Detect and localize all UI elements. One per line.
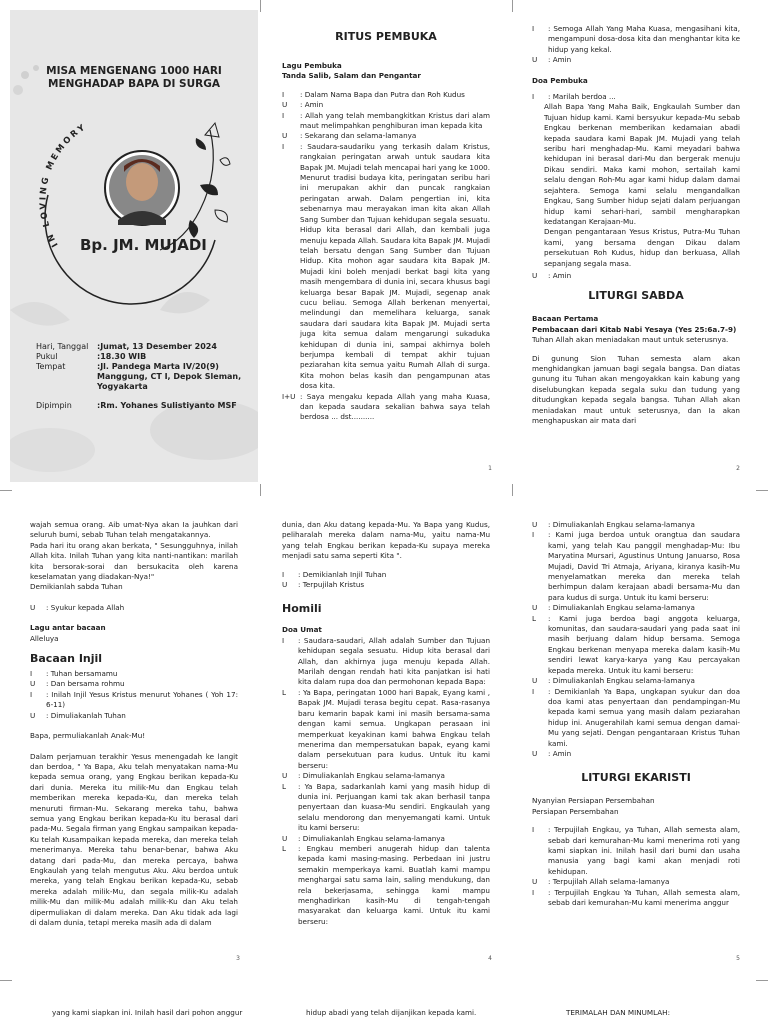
dialogue-line: [30, 679, 238, 689]
dialogue-lines: [532, 520, 740, 759]
line-text: : Dimuliakanlah Engkau selama-lamanya: [548, 603, 695, 613]
reading-text: Demikianlah sabda Tuhan: [30, 582, 123, 592]
line-text: : Dalam Nama Bapa dan Putra dan Roh Kudus: [300, 89, 465, 99]
line-text: : Dimuliakanlah Engkau selama-lamanya: [298, 833, 445, 843]
subheading: Doa Pembuka: [532, 75, 588, 85]
dialogue-line: [532, 749, 740, 759]
reading-text: Di gunung Sion Tuhan semesta alam akan menghidangkan jamuan bagi segala bangsa. Dan diatas gunung itu Tuhan akan mengoyakkan kain kabung yang diselubungkan kepada segala suku dan tudung yang ditudungkan kepada segala bangsa. Tuhan Allah akan meniadakan maut untuk seterusnya, dan Ia akan menghapuskan air mata dari: [532, 353, 740, 425]
page-fragment: [262, 990, 510, 1024]
dialogue-line: [532, 614, 740, 676]
line-text: : Tuhan bersamamu: [46, 669, 118, 679]
cover-title: MISA MENGENANG 1000 HARI MENGHADAP BAPA DI SURGA: [46, 65, 222, 90]
gospel-text: Dalam perjamuan terakhir Yesus menengadah ke langit dan berdoa, " Ya Bapa, Aku telah menyatakan nama-Mu kepada semua orang, yang Engkau berikan kepada-Ku dari dunia. Mereka itu milik-Mu dan Engkau telah memberikan mereka kepada-Ku, dan mereka telah menuruti firman-Mu. Sekarang mereka tahu, bahwa semua yang Engkau berikan kepada-Ku itu berasal dari pada-Mu. Segala firman yang Engkau sampaikan kepada-Ku telah Kusampaikan kepada mereka, dan mereka telah menerimanya. Mereka tahu benar-benar, bahwa Aku datang dari pada-Mu, dan mereka percaya, bahwa Engkaulah yang telah mengutus Aku. Aku berdoa untuk mereka, yang telah Engkau berikan kepada-Ku, sebab mereka adalah milik-Mu, dan segala milik-Ku adalah milik-Mu dan milik-Mu adalah milik-Ku dan Aku telah dipermuliakan di dalam mereka. Dan Aku tidak ada lagi di dalam dunia, tetapi mereka masih ada di dalam: [30, 751, 238, 927]
speaker-label: L: [282, 687, 287, 697]
page-number: 3: [236, 955, 240, 962]
speaker-label: U: [30, 679, 36, 689]
dialogue-lines: [282, 570, 490, 591]
speaker-label: U: [282, 833, 288, 843]
line-text: : Dimuliakanlah Engkau selama-lamanya: [298, 771, 445, 781]
speaker-label: U: [30, 710, 36, 720]
line-text: : Marilah berdoa ...: [548, 92, 616, 102]
dialogue-line: [532, 603, 740, 613]
dialogue-line: U : Amin: [532, 270, 572, 280]
line-text: : Demikianlah Ya Bapa, ungkapan syukur dan doa doa kami atas penyertaan dan pendampingan-Mu kepada kami semua yang masih dalam peziarahan hidup ini. Anugerahilah kami semua dengan damai-Mu yang sejati. Dengan pengantaraan Kristus Tuhan kami.: [548, 686, 740, 748]
line-text: : Kami juga berdoa untuk orangtua dan saudara kami, yang telah Kau panggil menghadap-Mu: Ibu Maryatina Mursari, Agustinus Untung Januarso, Rosa Mujadi, David Tri Atmaja, Ariyana, kiranya kasih-Mu menyelamatkan mereka dan mereka telah berhimpun dalam kerajaan abadi bersama-Mu dan para kudus di surga. Untuk itu kami berseru:: [548, 530, 740, 602]
speaker-label: I+U: [282, 391, 296, 401]
speaker-label: U: [282, 771, 288, 781]
alleluya: Alleluya: [30, 633, 59, 643]
page-number: 1: [488, 465, 492, 472]
reading-subtitle: Tuhan Allah akan meniadakan maut untuk seterusnya.: [532, 335, 729, 345]
page-number: 2: [736, 465, 740, 472]
page-homili: [262, 500, 510, 972]
line-text: : Terpujilah Kristus: [298, 580, 365, 590]
dialogue-line: [532, 24, 740, 55]
section-heading: Homili: [282, 602, 322, 616]
page-bacaan-injil: [10, 500, 258, 972]
dialogue-line: [532, 92, 740, 102]
speaker-label: U: [532, 520, 538, 529]
prayer-text: Allah Bapa Yang Maha Baik, Engkaulah Sumber dan Tujuan hidup kami. Kami bersyukur kepada-Mu sebab Engkau berkenan memberikan kedamaian abadi kepada saudara kami Bapak JM. Mujadi yang telah seribu hari menghadap-Mu. Kami meyadari bahwa kehidupan ini berasal dari-Mu dan bergerak menuju Dikau sendiri. Maka kami mohon, sertailah kami selalu dengan Roh-Mu agar kami hidup dalam damai sejahtera. Semoga kami selalu mengandalkan Engkau, Sang Sumber hidup sejati dalam perjuangan hidup kami sehari-hari, sambil mengharapkan kedatangan Kerajaan-Mu.: [544, 102, 740, 226]
line-text: : Allah yang telah membangkitkan Kristus dari alam maut melimpahkan penghiburan iman kepada kita: [300, 110, 490, 131]
speaker-label: U: [532, 877, 538, 887]
dialogue-line: [282, 90, 490, 100]
line-text: : Demikianlah Injil Tuhan: [298, 569, 387, 579]
dialogue-line: [282, 392, 490, 423]
fragment-text: hidup abadi yang telah dijanjikan kepada kami.: [306, 1008, 477, 1017]
speaker-label: I: [532, 887, 535, 897]
dialogue-line: [532, 530, 740, 603]
line-text: : Ya Bapa, peringatan 1000 hari Bapak, Eyang kami , Bapak JM. Mujadi terasa begitu cepat. Rasa-rasanya baru kemarin bapak kami ini masih bersama-sama dengan kami semua. Ungkapan perasaan ini memperkuat keyakinan kami bahwa Engkau telah menerima dan mempersatukan bapak, eyang kami dalam persekutuan para kudus. Untuk itu kami berseru:: [298, 687, 490, 770]
svg-text:IN LOVING MEMORY: [38, 122, 88, 249]
fragment-text: yang kami siapkan ini. Inilah hasil dari pohon anggur: [52, 1008, 243, 1017]
speaker-label: I: [282, 569, 285, 579]
line-text: : Amin: [548, 748, 572, 758]
dialogue-line: [282, 844, 490, 927]
reading-text: wajah semua orang. Aib umat-Nya akan Ia jauhkan dari seluruh bumi, sebab Tuhan telah mengatakannya.: [30, 520, 238, 540]
speaker-label: I: [532, 825, 535, 835]
speaker-label: U: [532, 603, 538, 613]
line-text: : Amin: [300, 100, 324, 110]
dialogue-line: [282, 100, 490, 110]
gospel-text: dunia, dan Aku datang kepada-Mu. Ya Bapa yang Kudus, peliharalah mereka dalam nama-Mu, yaitu nama-Mu yang telah Engkau berikan kepada-Ku supaya mereka menjadi satu sama seperti Kita ".: [282, 520, 490, 561]
dialogue-line: [30, 669, 238, 679]
dialogue-line: [532, 825, 740, 877]
line-text: : Amin: [548, 55, 572, 65]
cover-name: Bp. JM. MUJADI: [80, 236, 207, 254]
speaker-label: U: [532, 676, 538, 686]
line-text: : Terpujilah Engkau, ya Tuhan, Allah semesta alam, sebab dari kemurahan-Mu kami menerima roti yang kami siapkan ini. Inilah hasil dari bumi dan usaha manusia yang bagi kami akan menjadi roti kehidupan.: [548, 825, 740, 876]
crop-mark: [0, 980, 12, 981]
dialogue-line: [532, 55, 740, 65]
line-text: : Kami juga berdoa bagi anggota keluarga, komunitas, dan saudara-saudari yang pada saat ini masih berjuang dalam hidup bersama. Semoga Engkau berkenan menyapa mereka dalam kasih-Mu sendiri lewat karya-karya yang Kau percayakan kepada mereka. Untuk itu kami berseru:: [548, 613, 740, 675]
dialogue-lines: [282, 90, 490, 423]
dialogue-line: [532, 676, 740, 686]
dialogue-line: [282, 570, 490, 580]
dialogue-line: [282, 688, 490, 771]
info-row: Pukul :18.30 WIB: [36, 352, 147, 361]
speaker-label: I: [282, 141, 285, 151]
speaker-label: U: [282, 580, 288, 590]
speaker-label: L: [282, 843, 287, 853]
line-text: : Ya Bapa, sadarkanlah kami yang masih hidup di dunia ini. Perjuangan kami tak akan berhasil tanpa penyertaan dan kuasa-Mu sendiri. Engkaulah yang selalu mendorong dan menyemangati kami. Untuk itu kami berseru:: [298, 781, 490, 833]
dialogue-line: [282, 782, 490, 834]
dialogue-line: U : Syukur kepada Allah: [30, 602, 125, 612]
speaker-label: U: [282, 100, 288, 110]
line-text: : Engkau memberi anugerah hidup dan talenta kepada kami masing-masing. Perbedaan ini justru semakin memperkaya kami. Buatlah kami mampu menghargai satu sama lain, saling mendukung, dan rela bekerjasama, sehingga kami mampu menghadirkan kasih-Mu di tengah-tengah masyarakat dan keluarga kami. Untuk itu kami berseru:: [298, 843, 490, 926]
line-text: : Dimuliakanlah Engkau selama-lamanya: [548, 520, 695, 529]
dialogue-lines: [532, 92, 740, 102]
line-text: : Saya mengaku kepada Allah yang maha Kuasa, dan kepada saudara sekalian bahwa saya telah berdosa ... dst..........: [300, 391, 490, 422]
line-text: : Saudara-saudariku yang terkasih dalam Kristus, rangkaian peringatan arwah untuk saudara kita Bapak JM. Mujadi telah mencapai hari yang ke 1000. Menurut tradisi budaya kita, peringatan seribu hari ini merupakan akhir dan puncak rangkaian peringatan arwah. Dalam pengertian ini, kita sebenarnya mau merayakan iman kita akan Allah Sang Sumber dan Tujuan kehidupan segala sesuatu. Hidup kita berasal dari Allah, dan kembali juga menuju kepada Allah. Saudara kita Bapak JM. Mujadi telah bersatu dengan Sang Sumber dan Tujuan Hidup. Kita mohon agar saudara kita Bapak JM. Mujadi kini boleh menjadi berkat bagi kita yang masih mengembara di dunia ini, secara khusus bagi keluarga besar Bapak JM. Mujadi, segenap anak cucu beliau. Semoga Allah berkenan menyertai, melindungi dan memelihara keluarga, sanak saudara dari saudara kita Bapak JM. Mujadi serta juga kita semua dalam mengarungi sukaduka kehidupan di dunia ini, sampai akhirnya boleh berjumpa kembali di tempat akhir tujuan peziarahan kita semua yaitu Rumah Allah di surga. Kita mohon belas kasih dan pengampunan atas dosa kita.: [300, 141, 490, 391]
line-text: : Semoga Allah Yang Maha Kuasa, mengasihani kita, mengampuni dosa-dosa kita dan menghantar kita ke hidup yang kekal.: [548, 24, 740, 54]
crop-mark: [512, 0, 513, 12]
speaker-label: I: [30, 669, 33, 679]
speaker-label: I: [532, 92, 535, 102]
section-heading: Bacaan Injil: [30, 652, 103, 666]
line-text: : Saudara-saudari, Allah adalah Sumber dan Tujuan kehidupan segala sesuatu. Hidup kita berasal dari Allah, dan akhirnya juga menuju kepada Allah. Marilah dengan rendah hati kita panjatkan isi hati kita dalam rupa doa dan permohonan kepada Bapa:: [298, 635, 490, 687]
dialogue-line: [282, 834, 490, 844]
gospel-title: Bapa, permuliakanlah Anak-Mu!: [30, 731, 146, 741]
fragment-text: TERIMALAH DAN MINUMLAH:: [566, 1008, 670, 1017]
cover-page: [10, 10, 258, 482]
line-text: : Inilah Injil Yesus Kristus menurut Yohanes ( Yoh 17: 6-11): [46, 689, 238, 710]
speaker-label: I: [30, 689, 33, 699]
reading-text: Pada hari itu orang akan berkata, " Sesungguhnya, inilah Allah kita. Inilah Tuhan yang kita nanti-nantikan: marilah kita bersorak-sorai dan bersukacita oleh karena keselamatan yang diadakan-Nya!": [30, 540, 238, 582]
page-number: 4: [488, 955, 492, 962]
dialogue-lines: [30, 669, 238, 721]
page-doa-pembuka: [514, 10, 758, 482]
crop-mark: [756, 490, 768, 491]
info-row: Hari, Tanggal :Jumat, 13 Desember 2024: [36, 342, 217, 351]
dialogue-line: [282, 771, 490, 781]
dialogue-line: [30, 690, 238, 711]
speaker-label: U: [282, 131, 288, 141]
arc-text: IN LOVING MEMORY: [38, 121, 89, 249]
crop-mark: [0, 490, 12, 491]
speaker-label: I: [532, 24, 535, 33]
speaker-label: I: [282, 110, 285, 120]
speaker-label: I: [282, 89, 285, 99]
section-heading: LITURGI EKARISTI: [581, 771, 691, 785]
dialogue-line: [282, 131, 490, 141]
crop-mark: [260, 484, 261, 496]
speaker-label: U: [532, 748, 538, 758]
speaker-label: I: [532, 530, 535, 540]
crop-mark: [260, 0, 261, 12]
speaker-label: I: [282, 635, 285, 645]
line-text: : Dan bersama rohmu: [46, 679, 125, 689]
page-ritus-pembuka: [262, 10, 510, 482]
speaker-label: L: [532, 613, 537, 623]
dialogue-line: [282, 111, 490, 132]
crop-mark: [512, 484, 513, 496]
section-heading: LITURGI SABDA: [588, 289, 684, 303]
subheading: Lagu Pembuka: [282, 61, 342, 70]
dialogue-line: [532, 520, 740, 530]
subheading: Doa Umat: [282, 625, 322, 635]
page-fragment: [10, 990, 258, 1024]
subheading: Persiapan Persembahan: [532, 806, 619, 816]
dialogue-line: [282, 142, 490, 392]
section-heading: RITUS PEMBUKA: [335, 30, 437, 43]
dialogue-line: [532, 888, 740, 909]
dialogue-lines: [532, 825, 740, 908]
crop-mark: [756, 980, 768, 981]
line-text: : Terpujilah Engkau Ya Tuhan, Allah semesta alam, sebab dari kemurahan-Mu kami menerima anggur: [548, 887, 740, 907]
page-fragment: [514, 990, 758, 1024]
speaker-label: I: [532, 686, 535, 696]
info-row: Dipimpin :Rm. Yohanes Sulistiyanto MSF: [36, 401, 237, 410]
subheading: Nyanyian Persiapan Persembahan: [532, 796, 655, 806]
prayer-text: Dengan pengantaraan Yesus Kristus, Putra-Mu Tuhan kami, yang bersama dengan Dikau dalam persekutuan Roh Kudus, hidup dan berkuasa, Allah sepanjang segala masa.: [544, 227, 740, 268]
speaker-label: L: [282, 781, 287, 791]
dialogue-line: [30, 711, 238, 721]
line-text: : Terpujilah Allah selama-lamanya: [548, 877, 670, 887]
dialogue-line: [532, 877, 740, 887]
dialogue-line: [532, 687, 740, 749]
info-row: Tempat :Jl. Pandega Marta IV/20(9) Manggung, CT I, Depok Sleman, Yogyakarta: [36, 362, 242, 391]
subheading: Tanda Salib, Salam dan Pengantar: [282, 71, 421, 81]
line-text: : Sekarang dan selama-lamanya: [300, 131, 417, 141]
dialogue-lines: [282, 636, 490, 927]
dialogue-lines: [532, 24, 740, 66]
dialogue-line: [282, 636, 490, 688]
line-text: : Dimuliakanlah Engkau selama-lamanya: [548, 676, 695, 686]
page-number: 5: [736, 955, 740, 962]
reading-source: Pembacaan dari Kitab Nabi Yesaya (Yes 25:6a.7-9): [532, 324, 737, 334]
speaker-label: U: [532, 55, 538, 65]
subheading: Bacaan Pertama: [532, 314, 599, 324]
cover-info: [36, 342, 247, 411]
line-text: : Dimuliakanlah Tuhan: [46, 710, 126, 720]
subheading: Lagu antar bacaan: [30, 623, 106, 633]
dialogue-line: [282, 580, 490, 590]
page-liturgi-ekaristi: [514, 500, 758, 972]
